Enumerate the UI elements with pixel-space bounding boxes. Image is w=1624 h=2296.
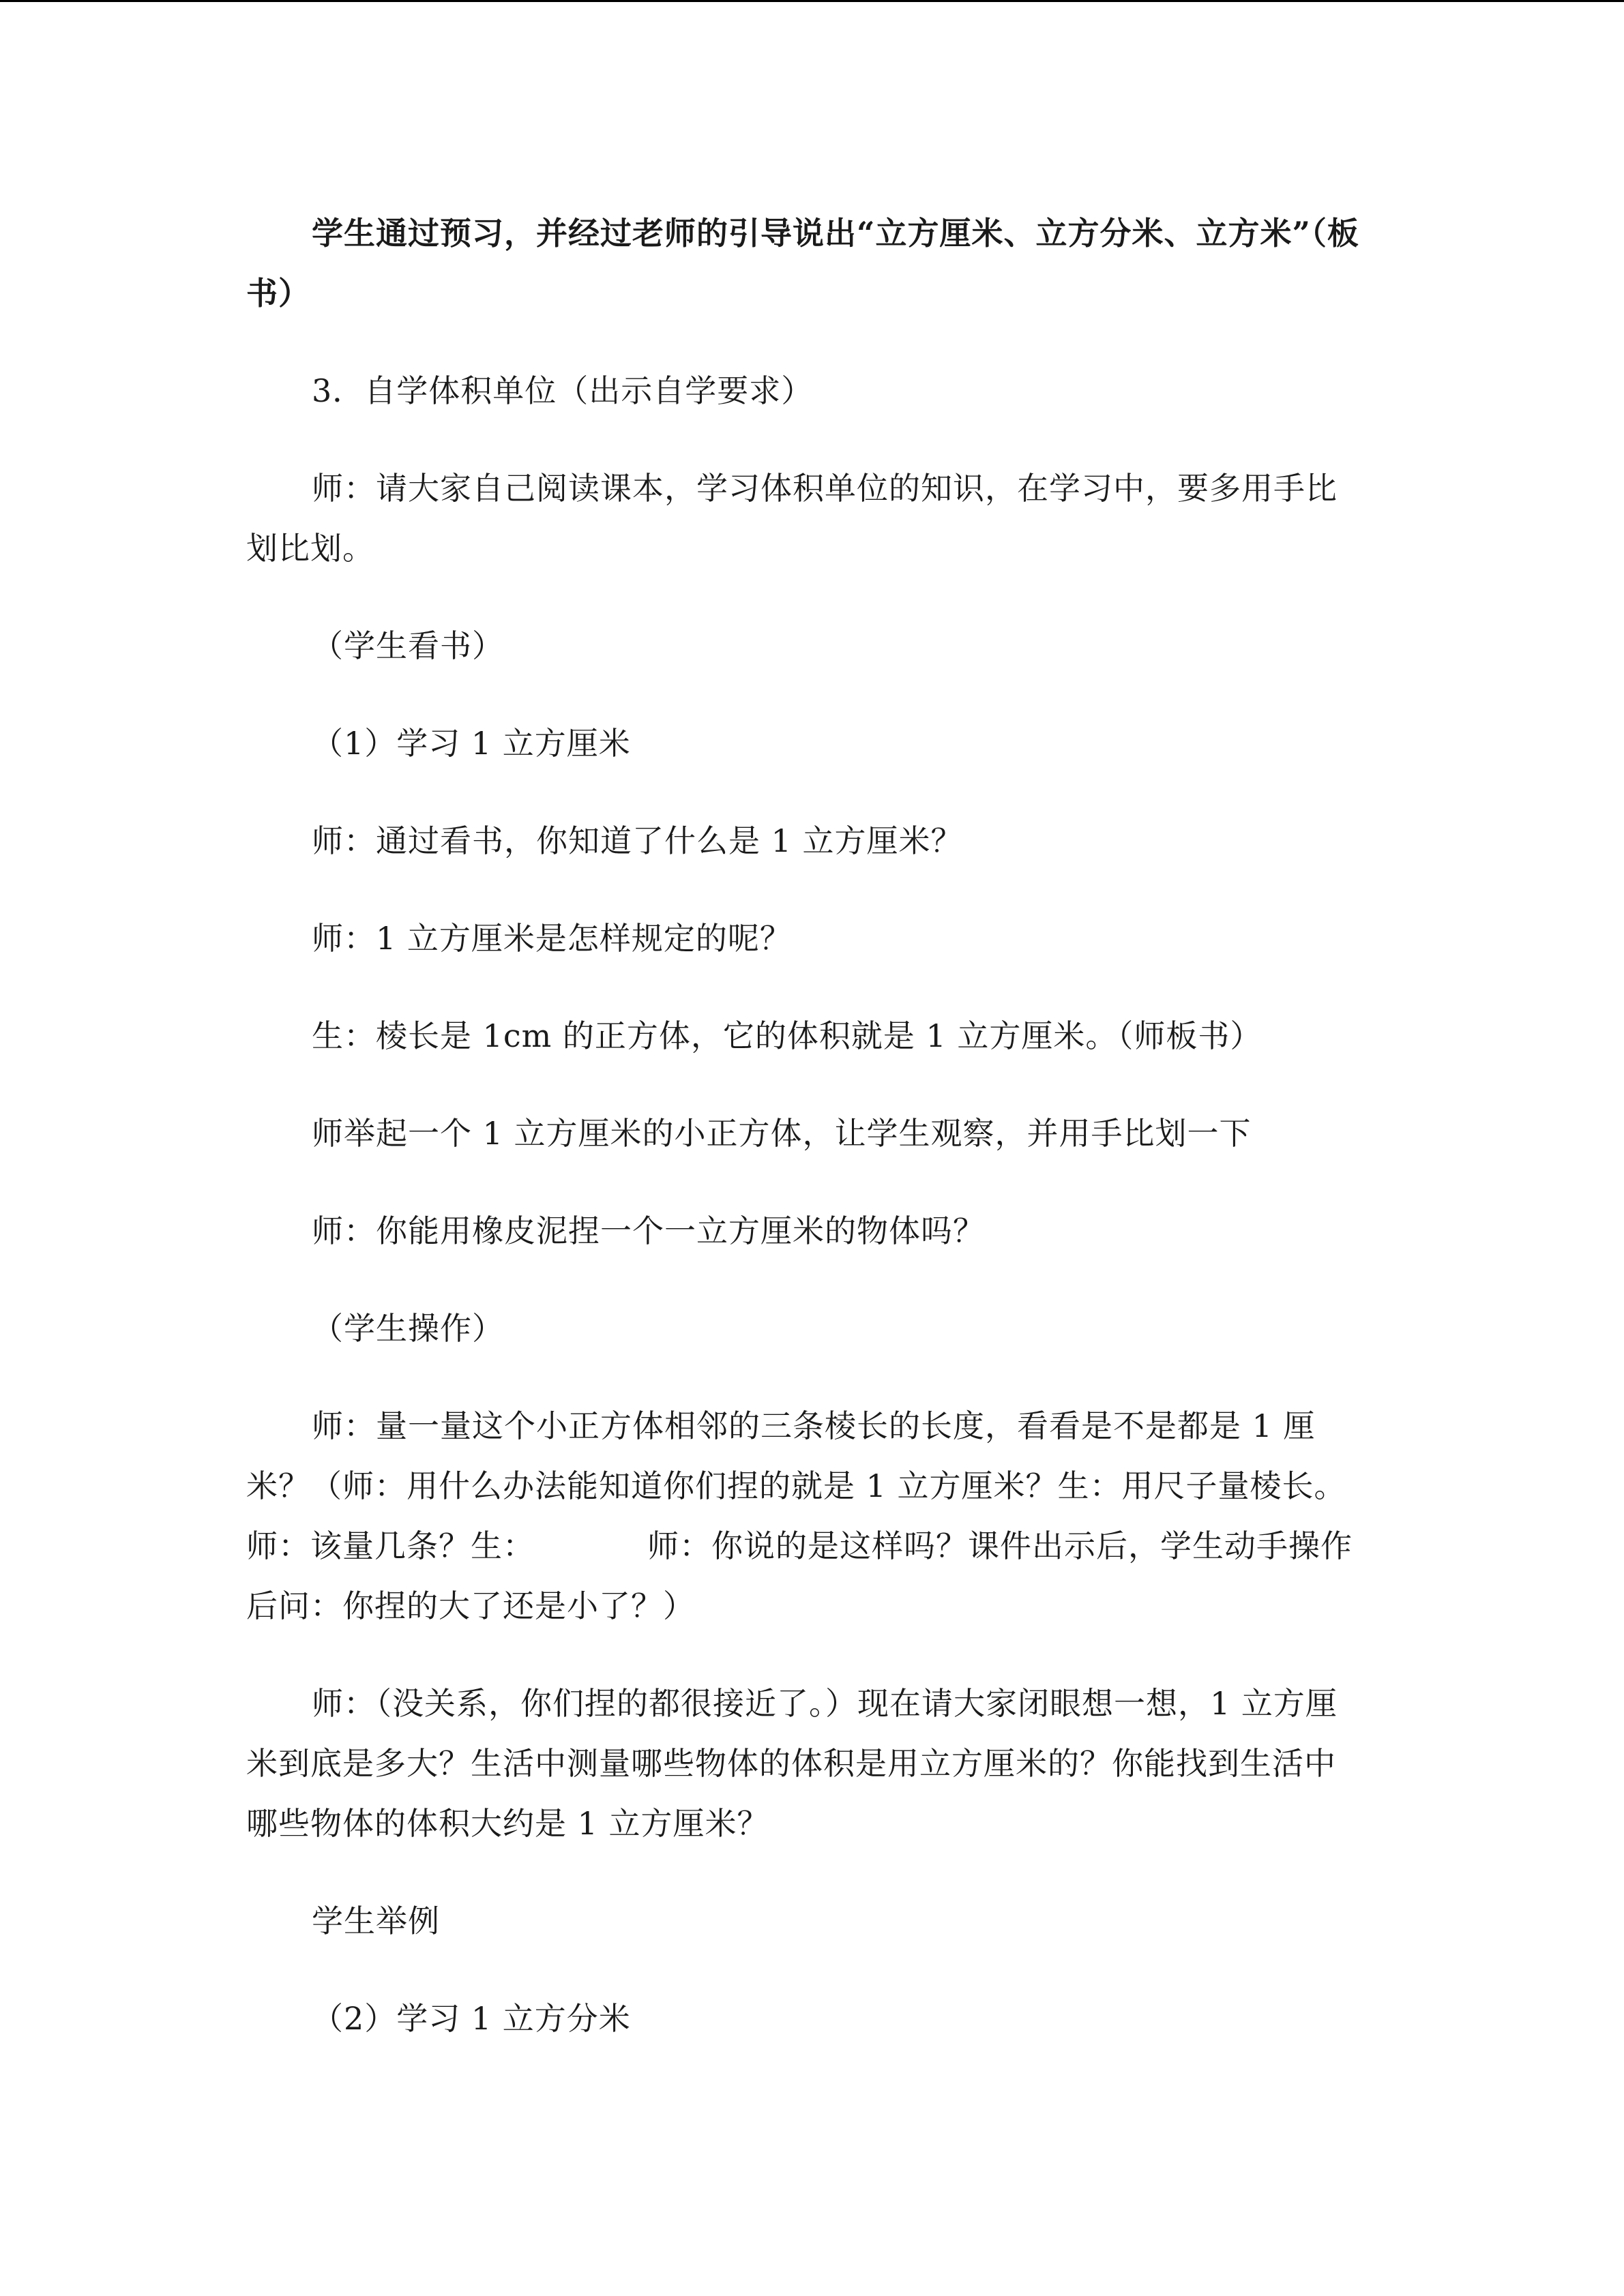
paragraph-students-examples: 学生举例 xyxy=(312,1903,440,1939)
paragraph-teacher-measure: 师：量一量这个小正方体相邻的三条棱长的长度，看看是不是都是 1 厘米？（师：用什么办法能知道你们捏的就是 1 立方厘米？生：用尺子量棱长。师：该量几条？生： 师：你说的是这样吗？课件出示后，学生动手操作后问：你捏的大了还是小了？） xyxy=(246,1407,1353,1624)
paragraph-students-operate: （学生操作） xyxy=(312,1310,504,1347)
paragraph-teacher-read: 师：请大家自己阅读课本，学习体积单位的知识，在学习中，要多用手比划比划。 xyxy=(246,470,1338,567)
paragraph-intro: 学生通过预习，并经过老师的引导说出“立方厘米、立方分米、立方米”（板书） xyxy=(246,215,1359,312)
paragraph-teacher-question-2: 师：1 立方厘米是怎样规定的呢？ xyxy=(312,920,792,957)
paragraph-section-3: 3．自学体积单位（出示自学要求） xyxy=(312,372,814,409)
paragraph-teacher-question-3: 师：你能用橡皮泥捏一个一立方厘米的物体吗？ xyxy=(312,1212,985,1249)
paragraph-students-read: （学生看书） xyxy=(312,627,504,664)
paragraph-student-answer: 生：棱长是 1cm 的正方体，它的体积就是 1 立方厘米。（师板书） xyxy=(312,1017,1263,1054)
paragraph-teacher-imagine: 师：（没关系，你们捏的都很接近了。）现在请大家闭眼想一想，1 立方厘米到底是多大？生活中测量哪些物体的体积是用立方厘米的？你能找到生活中哪些物体的体积大约是 1 立方厘米？ xyxy=(246,1685,1338,1842)
paragraph-teacher-question-1: 师：通过看书，你知道了什么是 1 立方厘米？ xyxy=(312,822,963,859)
paragraph-subsection-1: （1）学习 1 立方厘米 xyxy=(312,725,631,762)
document-body xyxy=(246,203,1365,2086)
paragraph-subsection-2: （2）学习 1 立方分米 xyxy=(312,2000,631,2037)
paragraph-teacher-demo: 师举起一个 1 立方厘米的小正方体，让学生观察，并用手比划一下 xyxy=(312,1115,1252,1152)
